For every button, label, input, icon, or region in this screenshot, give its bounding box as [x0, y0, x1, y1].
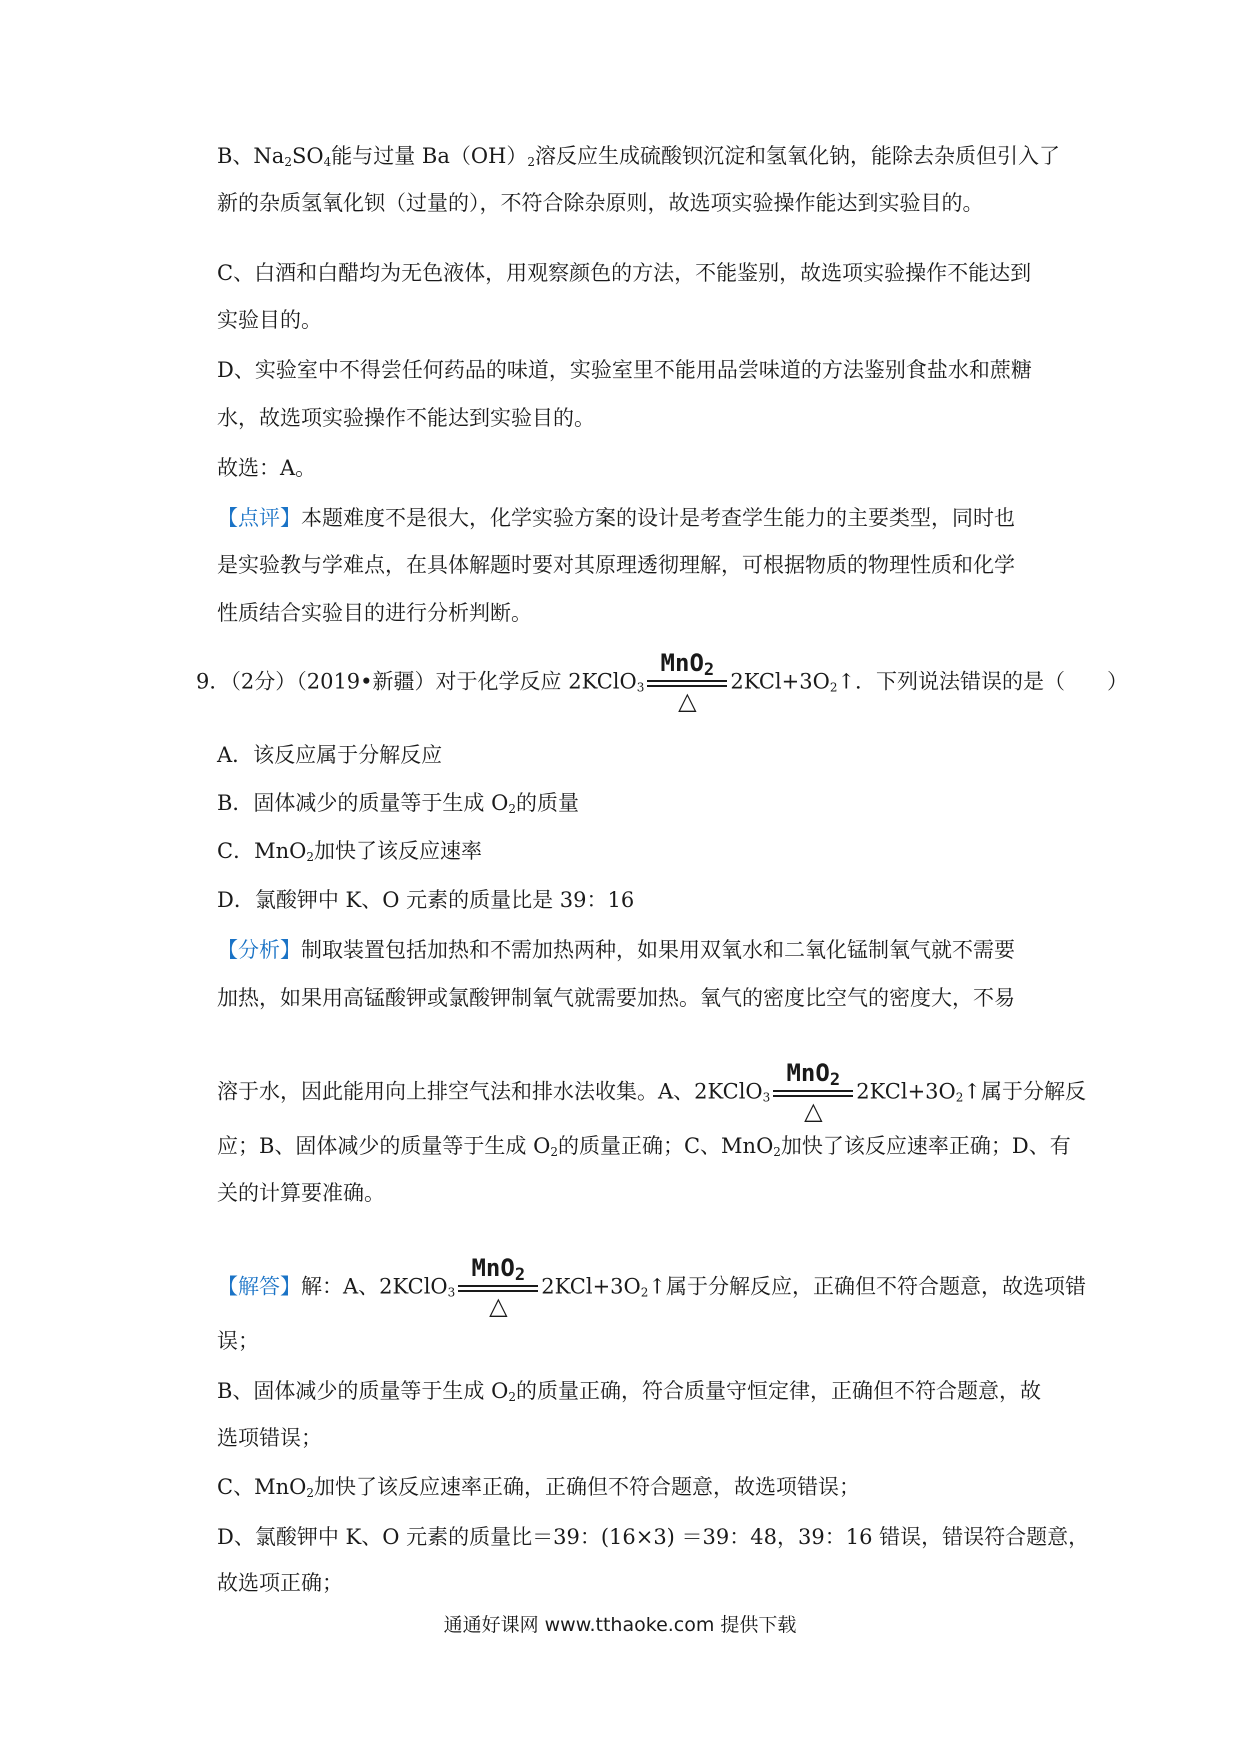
option-b: B．固体减少的质量等于生成 $O_2$的质量: [217, 791, 579, 816]
explanation-c-line2: 实验目的。: [217, 308, 322, 332]
solution-d-line1: D、氯酸钾中 K、O 元素的质量比＝39：(16×3) ＝39：48，39：16 错误，错误符合题意，: [217, 1525, 1090, 1549]
solution-c-line: C、MnO$_2$加快了该反应速率正确，正确但不符合题意，故选项错误；: [217, 1475, 860, 1500]
explanation-c-line1: C、白酒和白醋均为无色液体，用观察颜色的方法，不能鉴别，故选项实验操作不能达到: [217, 261, 1032, 285]
analysis-line4: 应；B、固体减少的质量等于生成 $O_2$的质量正确；C、MnO$_2$加快了该反应速率正确；D、有: [217, 1134, 1071, 1159]
explanation-d-line1: D、实验室中不得尝任何药品的味道，实验室里不能用品尝味道的方法鉴别食盐水和蔗糖: [217, 358, 1032, 382]
review-line3: 性质结合实验目的进行分析判断。: [217, 601, 532, 625]
explanation-b-line2: 新的杂质氢氧化钡（过量的），不符合除杂原则，故选项实验操作能达到实验目的。: [217, 191, 984, 215]
reaction-arrow: MnO$_2$ △: [771, 1060, 855, 1126]
solution-b-line1: B、固体减少的质量等于生成 $O_2$的质量正确，符合质量守恒定律，正确但不符合题意，故: [217, 1379, 1041, 1404]
explanation-b-line1: B、$Na_2SO_4$能与过量 $Ba(OH)_2$溶反应生成硫酸钡沉淀和氢氧化钠，能除去杂质但引入了: [217, 144, 1061, 169]
option-a: A．该反应属于分解反应: [217, 743, 443, 767]
solution-line1: 【解答】解：A、2KClO$_3$ MnO$_2$ △ $2KCl+3O_2↑$属于分解反应，正确但不符合题意，故选项错: [217, 1254, 1086, 1320]
solution-b-line2: 选项错误；: [217, 1426, 322, 1450]
option-d: D．氯酸钾中 K、O 元素的质量比是 39：16: [217, 888, 635, 912]
solution-line2: 误；: [217, 1329, 259, 1353]
answer-line: 故选：A。: [217, 456, 317, 480]
explanation-d-line2: 水，故选项实验操作不能达到实验目的。: [217, 406, 595, 430]
analysis-line5: 关的计算要准确。: [217, 1181, 385, 1205]
page-footer: 通通好课网 www.tthaoke.com 提供下载: [443, 1614, 797, 1636]
solution-d-line2: 故选项正确；: [217, 1571, 343, 1595]
analysis-line2: 加热，如果用高锰酸钾或氯酸钾制氧气就需要加热。氧气的密度比空气的密度大，不易: [217, 986, 1015, 1010]
review-tag: 【点评】: [217, 506, 301, 530]
question-9-stem: 9．（2分）（2019•新疆）对于化学反应 2KClO$_3$ MnO$_2$ △ $2KCl+3O_2↑$．下列说法错误的是（ ）: [196, 649, 1129, 715]
reaction-arrow: MnO$_2$ △: [456, 1255, 540, 1321]
solution-tag: 【解答】: [217, 1274, 301, 1299]
reaction-arrow: MnO$_2$ △: [645, 650, 729, 716]
review-line2: 是实验教与学难点，在具体解题时要对其原理透彻理解，可根据物质的物理性质和化学: [217, 553, 1015, 577]
analysis-line3: 溶于水，因此能用向上排空气法和排水法收集。A、2KClO$_3$ MnO$_2$ △ $2KCl+3O_2↑$属于分解反: [217, 1059, 1086, 1125]
option-c: C．MnO$_2$加快了该反应速率: [217, 839, 482, 864]
analysis-line1: 【分析】制取装置包括加热和不需加热两种，如果用双氧水和二氧化锰制氧气就不需要: [217, 938, 1015, 962]
analysis-tag: 【分析】: [217, 938, 301, 962]
review-line1: 【点评】本题难度不是很大，化学实验方案的设计是考查学生能力的主要类型，同时也: [217, 506, 1015, 530]
